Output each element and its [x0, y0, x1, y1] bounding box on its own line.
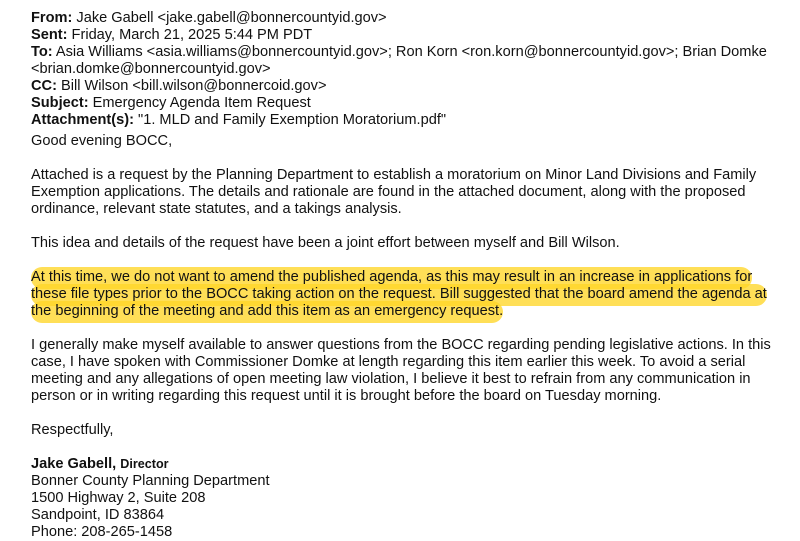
sent-line	[31, 27, 786, 44]
from-value[interactable]: Jake Gabell <jake.gabell@bonnercountyid.gov>	[76, 10, 387, 26]
sent-label: Sent:	[31, 27, 68, 43]
from-line	[31, 10, 786, 27]
signature-name: Jake Gabell,	[31, 456, 117, 472]
signature-name-line	[31, 456, 786, 473]
to-value-continued[interactable]: <brian.domke@bonnercountyid.gov>	[31, 61, 271, 77]
cc-label: CC:	[31, 78, 57, 94]
to-line	[31, 44, 786, 61]
signature-phone[interactable]: Phone: 208-265-1458	[31, 524, 173, 540]
highlight-mark: At this time, we do not want to amend the published agenda, as this may result in an increase in applications for these file types prior to the BOCC taking action on the request. Bill suggested that the board amend the agenda at the beginning of the meeting and add this item as an emergency request.	[31, 267, 767, 323]
subject-line	[31, 95, 786, 112]
signature-address-line1: 1500 Highway 2, Suite 208	[31, 490, 206, 506]
attachment-line	[31, 112, 786, 129]
sent-value: Friday, March 21, 2025 5:44 PM PDT	[71, 27, 313, 43]
email-message	[31, 10, 786, 541]
subject-label: Subject:	[31, 95, 89, 111]
cc-value[interactable]: Bill Wilson <bill.wilson@bonnercoid.gov>	[61, 78, 327, 94]
body-paragraph-communication: I generally make myself available to answer questions from the BOCC regarding pending legislative actions. In this case, I have spoken with Commissioner Domke at length regarding this item earlier this week. To avoid a serial meeting and any allegations of open meeting law violation, I believe it best to refrain from any communication in person or in writing regarding this request until it is brought before the board on Tuesday morning.	[31, 337, 771, 404]
to-label: To:	[31, 44, 53, 60]
greeting: Good evening BOCC,	[31, 133, 173, 149]
body-paragraph-highlighted	[31, 269, 776, 320]
attachment-label: Attachment(s):	[31, 112, 134, 128]
closing: Respectfully,	[31, 422, 114, 438]
body-paragraph-attachment: Attached is a request by the Planning Department to establish a moratorium on Minor Land Divisions and Family Exemption applications. The details and rationale are found in the attached document, along with the proposed ordinance, relevant state statutes, and a takings analysis.	[31, 167, 757, 217]
to-value[interactable]: Asia Williams <asia.williams@bonnercountyid.gov>; Ron Korn <ron.korn@bonnercountyid.gov>; Brian Domke	[55, 44, 767, 60]
email-header	[31, 10, 786, 129]
attachment-link[interactable]: "1. MLD and Family Exemption Moratorium.pdf"	[138, 112, 447, 128]
signature-address-line2: Sandpoint, ID 83864	[31, 507, 165, 523]
from-label: From:	[31, 10, 73, 26]
body-paragraph-joint-effort: This idea and details of the request have been a joint effort between myself and Bill Wilson.	[31, 235, 620, 251]
signature-block	[31, 456, 786, 541]
to-line-continued	[31, 61, 786, 78]
cc-line	[31, 78, 786, 95]
signature-title: Director	[120, 457, 169, 471]
subject-value: Emergency Agenda Item Request	[92, 95, 311, 111]
signature-department: Bonner County Planning Department	[31, 473, 270, 489]
